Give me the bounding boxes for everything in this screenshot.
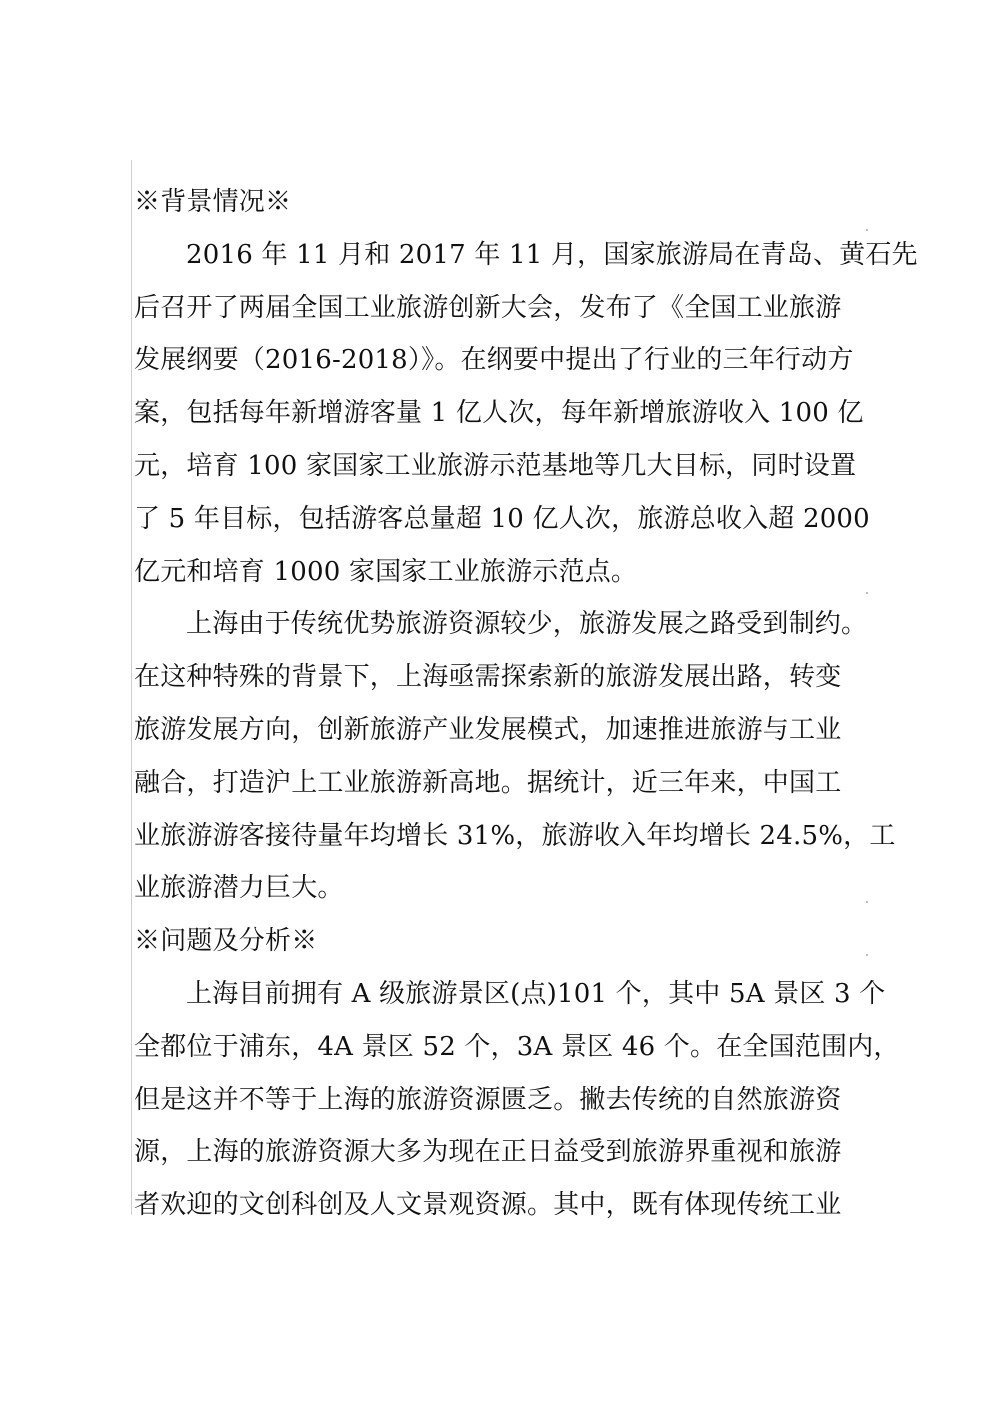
paragraph-line: 在这种特殊的背景下，上海亟需探索新的旅游发展出路，转变 <box>134 662 842 693</box>
paragraph-line: 源，上海的旅游资源大多为现在正日益受到旅游界重视和旅游 <box>134 1137 842 1168</box>
paragraph-analysis-1 <box>134 968 900 1232</box>
paragraph-background-1 <box>134 229 918 599</box>
paragraph-line: 融合，打造沪上工业旅游新高地。据统计，近三年来，中国工 <box>134 767 842 798</box>
paragraph-line: 案，包括每年新增游客量 1 亿人次，每年新增旅游收入 100 亿 <box>134 398 864 429</box>
paragraph-line: 了 5 年目标，包括游客总量超 10 亿人次，旅游总收入超 2000 <box>134 503 870 534</box>
paragraph-line: 亿元和培育 1000 家国家工业旅游示范点。 <box>134 556 638 587</box>
left-margin-rule <box>131 160 132 1215</box>
paragraph-line: 全都位于浦东，4A 景区 52 个，3A 景区 46 个。在全国范围内， <box>134 1031 900 1062</box>
section-heading-background: ※背景情况※ <box>134 187 292 217</box>
paragraph-line: 上海目前拥有 A 级旅游景区(点)101 个，其中 5A 景区 3 个 <box>186 978 886 1009</box>
paragraph-line: 但是这并不等于上海的旅游资源匮乏。撇去传统的自然旅游资 <box>134 1084 842 1115</box>
paragraph-line: 发展纲要（2016-2018）》。在纲要中提出了行业的三年行动方 <box>134 345 854 376</box>
paragraph-line: 元，培育 100 家国家工业旅游示范基地等几大目标，同时设置 <box>134 450 857 481</box>
paragraph-line: 2016 年 11 月和 2017 年 11 月，国家旅游局在青岛、黄石先 <box>186 239 918 270</box>
paragraph-line: 业旅游潜力巨大。 <box>134 873 344 904</box>
paragraph-background-2 <box>134 598 896 915</box>
document-body <box>134 176 918 1232</box>
paragraph-line: 者欢迎的文创科创及人文景观资源。其中，既有体现传统工业 <box>134 1190 842 1221</box>
paragraph-line: 旅游发展方向，创新旅游产业发展模式，加速推进旅游与工业 <box>134 714 842 745</box>
paragraph-line: 业旅游游客接待量年均增长 31%，旅游收入年均增长 24.5%，工 <box>134 820 896 851</box>
paragraph-line: 后召开了两届全国工业旅游创新大会，发布了《全国工业旅游 <box>134 292 842 323</box>
section-heading-analysis: ※问题及分析※ <box>134 926 318 957</box>
paragraph-line: 上海由于传统优势旅游资源较少，旅游发展之路受到制约。 <box>186 609 868 640</box>
